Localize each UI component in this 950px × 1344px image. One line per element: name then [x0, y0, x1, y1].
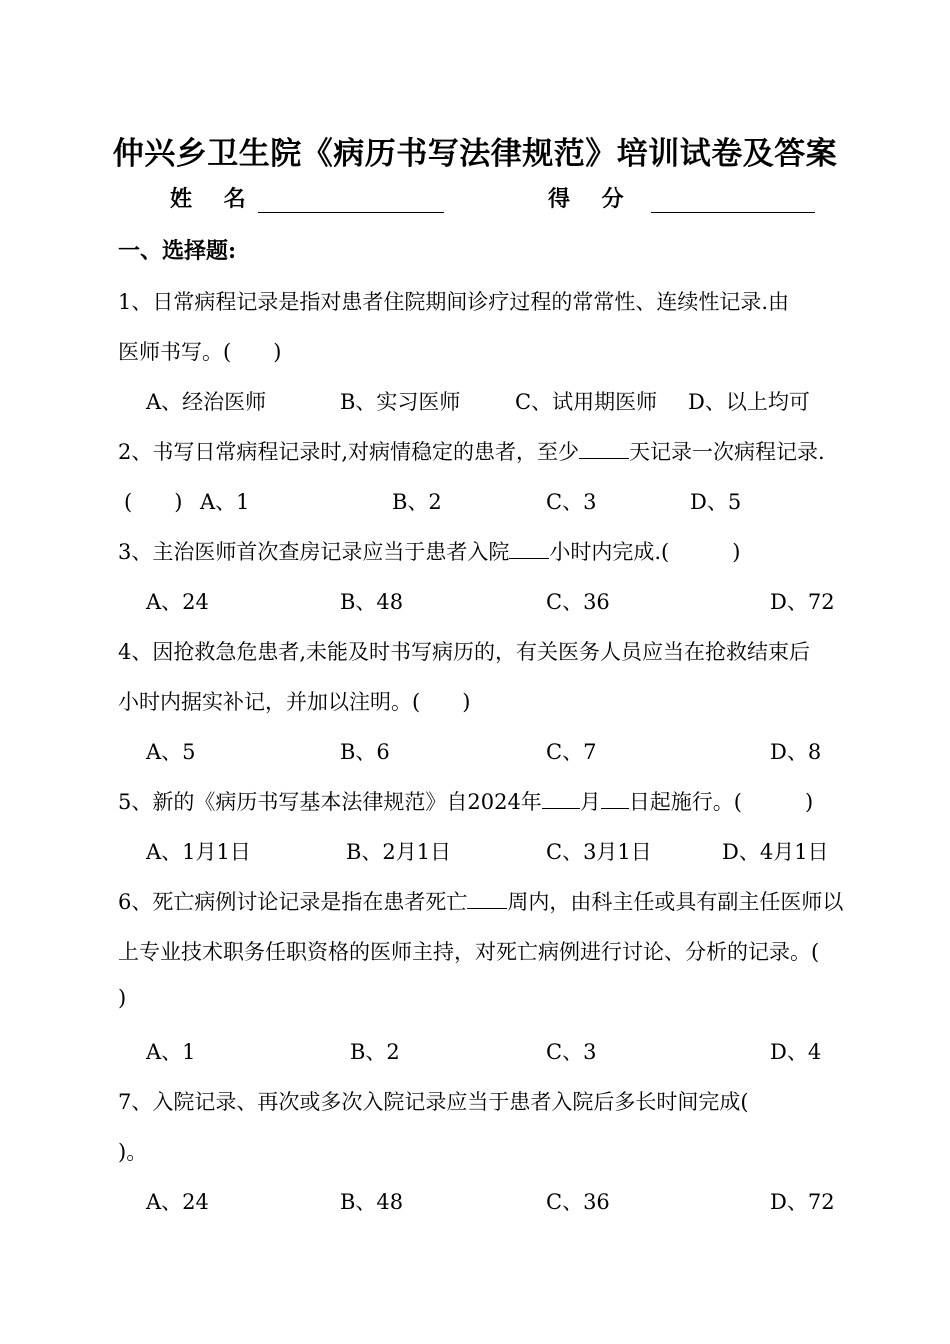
- question-2-blank: [579, 436, 629, 459]
- question-4-line-2: 小时内据实补记，并加以注明。( ): [118, 690, 471, 714]
- question-4-line-1: 4、因抢救急危患者,未能及时书写病历的，有关医务人员应当在抢救结束后: [118, 640, 811, 664]
- question-5-option-b: B、2月1日: [346, 840, 452, 864]
- question-2-option-a: A、1: [200, 490, 250, 514]
- question-6-option-b: B、2: [350, 1040, 400, 1064]
- question-3-text-a: 3、主治医师首次查房记录应当于患者入院: [118, 540, 510, 564]
- question-3-option-d: D、72: [770, 590, 835, 614]
- question-3-option-c: C、36: [546, 590, 610, 614]
- question-2-option-c: C、3: [546, 490, 597, 514]
- question-6-line-2: 上专业技术职务任职资格的医师主持，对死亡病例进行讨论、分析的记录。(: [118, 940, 820, 964]
- question-5-option-c: C、3月1日: [546, 840, 652, 864]
- question-7-line-1: 7、入院记录、再次或多次入院记录应当于患者入院后多长时间完成(: [118, 1090, 749, 1114]
- question-1-option-b: B、实习医师: [340, 390, 461, 414]
- question-1-option-a: A、经治医师: [146, 390, 267, 414]
- question-6-text-b: 周内，由科主任或具有副主任医师以: [507, 890, 844, 914]
- question-6-line-1: [118, 886, 843, 916]
- name-label: 姓 名: [170, 186, 258, 212]
- section-title: 一、选择题:: [118, 238, 237, 264]
- question-6-text-a: 6、死亡病例讨论记录是指在患者死亡: [118, 890, 468, 914]
- question-5-text-a: 5、新的《病历书写基本法律规范》自2024年: [118, 790, 542, 814]
- question-2-option-b: B、2: [392, 490, 442, 514]
- question-5-text-b: 月: [579, 790, 601, 814]
- question-5-option-a: A、1月1日: [146, 840, 251, 864]
- score-blank[interactable]: [651, 186, 815, 213]
- question-4-option-a: A、5: [146, 740, 196, 764]
- question-6-option-c: C、3: [546, 1040, 597, 1064]
- question-3-blank: [509, 536, 549, 559]
- question-3-option-a: A、24: [146, 590, 209, 614]
- question-7-option-d: D、72: [770, 1190, 835, 1214]
- question-7-option-b: B、48: [340, 1190, 404, 1214]
- question-6-line-3: ): [118, 986, 127, 1010]
- question-5-option-d: D、4月1日: [722, 840, 829, 864]
- question-1-option-d: D、以上均可: [688, 390, 810, 414]
- question-1-line-2: 医师书写。( ): [118, 340, 282, 364]
- name-field: [170, 182, 444, 213]
- question-7-option-a: A、24: [146, 1190, 209, 1214]
- question-1-option-c: C、试用期医师: [515, 390, 658, 414]
- question-2-paren: ( ): [124, 490, 183, 514]
- question-4-option-d: D、8: [770, 740, 822, 764]
- question-4-option-b: B、6: [340, 740, 390, 764]
- score-label: 得 分: [548, 186, 636, 212]
- info-row: [170, 182, 830, 222]
- question-3-option-b: B、48: [340, 590, 404, 614]
- question-2-option-d: D、5: [690, 490, 742, 514]
- question-5-text-c: 日起施行。( ): [628, 790, 814, 814]
- question-3-line-1: [118, 536, 740, 566]
- question-2-text-a: 2、书写日常病程记录时,对病情稳定的患者，至少: [118, 440, 580, 464]
- question-1-line-1: 1、日常病程记录是指对患者住院期间诊疗过程的常常性、连续性记录.由: [118, 290, 790, 314]
- question-5-blank-day: [601, 786, 629, 809]
- question-3-text-b: 小时内完成.( ): [549, 540, 741, 564]
- page-title: 仲兴乡卫生院《病历书写法律规范》培训试卷及答案: [112, 136, 838, 172]
- question-4-option-c: C、7: [546, 740, 597, 764]
- question-6-option-a: A、1: [146, 1040, 196, 1064]
- question-2-line-1: [118, 436, 825, 466]
- question-5-line-1: [118, 786, 813, 816]
- name-blank[interactable]: [258, 186, 444, 213]
- question-6-blank: [467, 886, 507, 909]
- question-7-option-c: C、36: [546, 1190, 610, 1214]
- question-6-option-d: D、4: [770, 1040, 822, 1064]
- question-2-text-b: 天记录一次病程记录.: [629, 440, 825, 464]
- question-5-blank-month: [542, 786, 580, 809]
- question-7-line-2: )。: [118, 1140, 148, 1164]
- score-field: [548, 182, 815, 213]
